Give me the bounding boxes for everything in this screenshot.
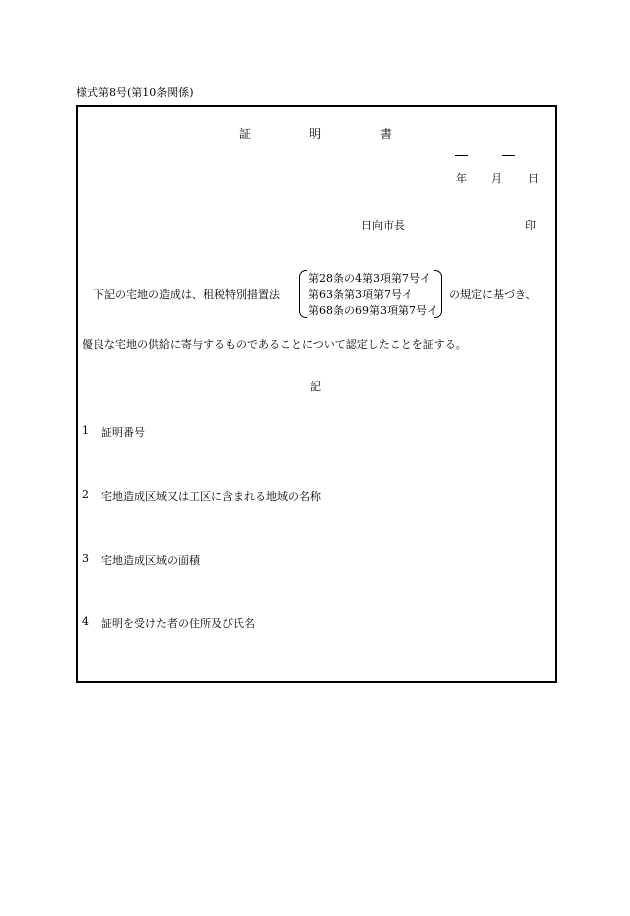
item-4-number: 4: [82, 615, 89, 628]
seal-mark: 印: [525, 219, 536, 232]
year-label: 年: [456, 172, 467, 185]
certificate-frame: [76, 105, 557, 683]
ki-heading: 記: [310, 380, 321, 393]
item-1-number: 1: [82, 424, 89, 437]
item-2-label: 宅地造成区域又は工区に含まれる地域の名称: [101, 490, 321, 503]
month-label: 月: [491, 172, 502, 185]
body-lead-text: 下記の宅地の造成は、租税特別措置法: [93, 288, 280, 301]
item-3-label: 宅地造成区域の面積: [101, 554, 200, 567]
title-char-2: 明: [309, 127, 322, 141]
month-blank-line: [502, 155, 515, 156]
year-blank-line: [455, 155, 468, 156]
day-label: 日: [528, 172, 539, 185]
article-2: 第63条第3項第7号イ: [308, 288, 413, 301]
item-2-number: 2: [82, 488, 89, 501]
right-bracket: [434, 270, 442, 318]
body-second-line: 優良な宅地の供給に寄与するものであることについて認定したことを証する。: [82, 338, 467, 351]
item-3-number: 3: [82, 552, 89, 565]
left-bracket: [299, 270, 307, 318]
form-number-label: 様式第8号(第10条関係): [76, 86, 194, 99]
item-1-label: 証明番号: [101, 426, 145, 439]
title-char-3: 書: [380, 127, 393, 141]
body-tail-text: の規定に基づき、: [449, 288, 537, 301]
article-1: 第28条の4第3項第7号イ: [308, 272, 431, 285]
issuer-name: 日向市長: [361, 219, 405, 232]
item-4-label: 証明を受けた者の住所及び氏名: [101, 617, 255, 630]
article-3: 第68条の69第3項第7号イ: [308, 304, 438, 317]
title-char-1: 証: [239, 127, 252, 141]
